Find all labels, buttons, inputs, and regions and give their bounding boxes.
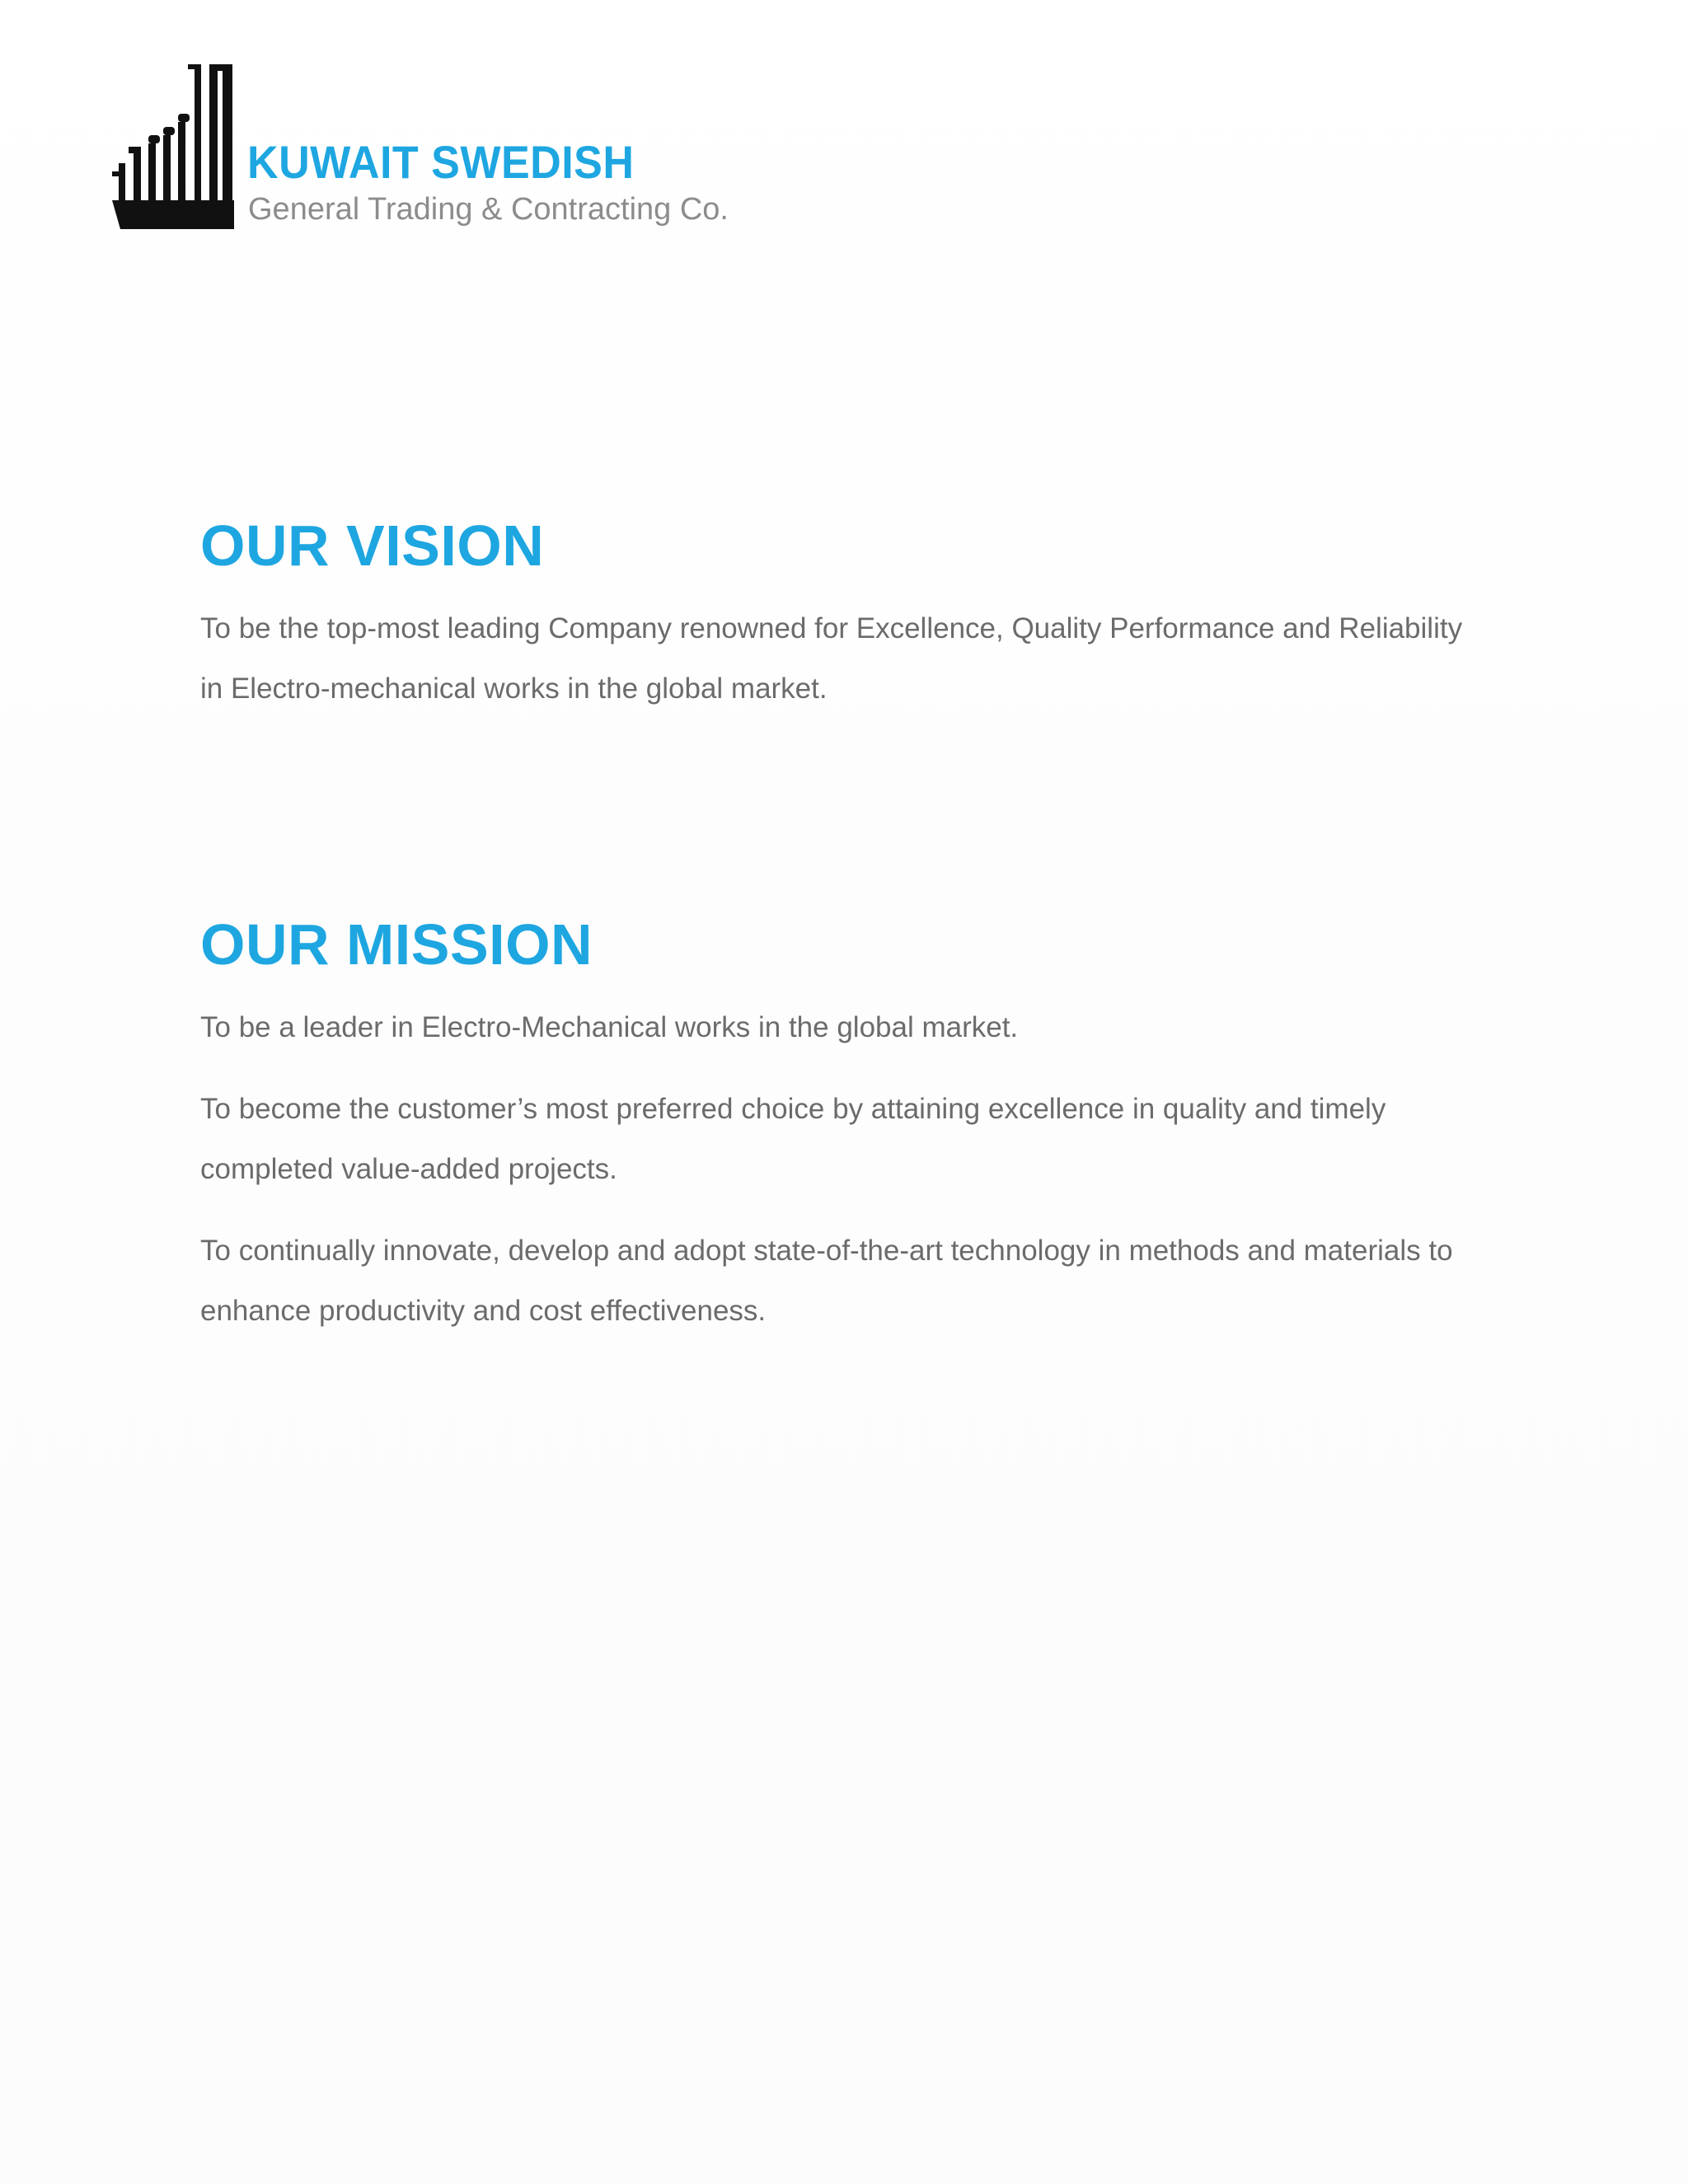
vision-heading: OUR VISION bbox=[200, 513, 545, 578]
vision-paragraph: To be the top-most leading Company renowned for Excellence, Quality Performance and Reliability in Electro-mechanical works in the global market. bbox=[200, 612, 1463, 705]
mission-paragraph-3: To continually innovate, develop and adopt state-of-the-art technology in methods and materials to enhance productivity and cost effectiveness. bbox=[200, 1235, 1453, 1327]
company-name: KUWAIT SWEDISH bbox=[247, 136, 635, 188]
mission-heading: OUR MISSION bbox=[200, 912, 593, 977]
mission-section bbox=[200, 903, 1519, 1341]
vision-section bbox=[200, 504, 1519, 719]
mission-paragraph-1: To be a leader in Electro-Mechanical works in the global market. bbox=[200, 1011, 1019, 1043]
mission-paragraph-2: To become the customer’s most preferred choice by attaining excellence in quality and timely completed value-added projects. bbox=[200, 1093, 1386, 1185]
company-logo bbox=[112, 64, 771, 237]
company-subtitle: General Trading & Contracting Co. bbox=[248, 192, 729, 227]
building-skyline-logo-icon bbox=[112, 64, 234, 233]
